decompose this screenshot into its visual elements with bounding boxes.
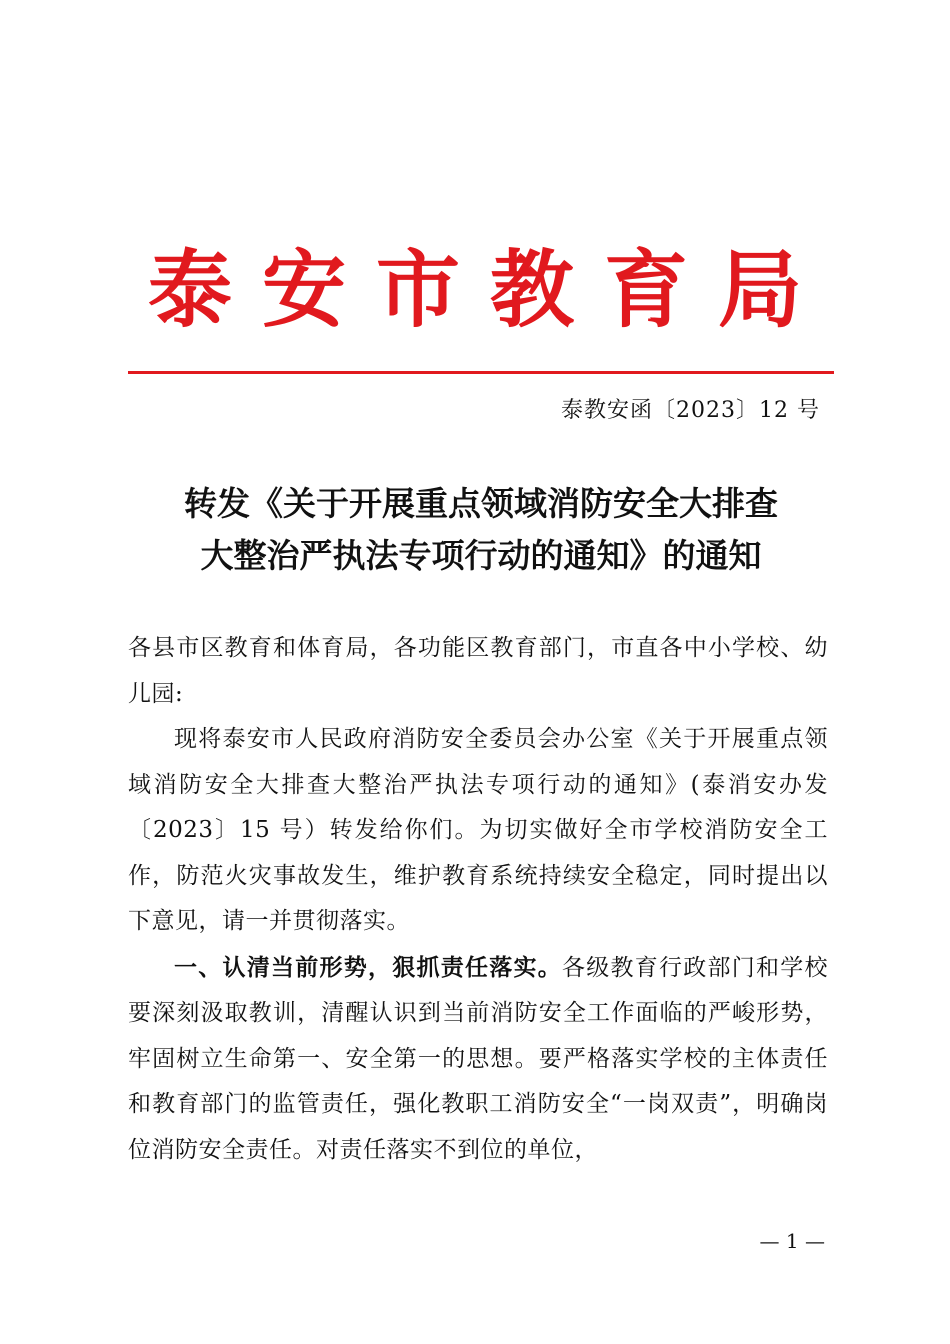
- paragraph-intro: 现将泰安市人民政府消防安全委员会办公室《关于开展重点领域消防安全大排查大整治严执法专项行动的通知》(泰消安办发〔2023〕15 号）转发给你们。为切实做好全市学校消防安全工作，防范火灾事故发生，维护教育系统持续安全稳定，同时提出以下意见，请一并贯彻落实。: [128, 726, 828, 934]
- salutation: 各县市区教育和体育局，各功能区教育部门，市直各中小学校、幼儿园:: [128, 635, 828, 707]
- document-body: [128, 626, 828, 1173]
- document-number: 泰教安函〔2023〕12 号: [561, 398, 820, 423]
- masthead-title: 泰安市教育局: [147, 240, 832, 339]
- section-1-text: 各级教育行政部门和学校要深刻汲取教训，清醒认识到当前消防安全工作面临的严峻形势，牢固树立生命第一、安全第一的思想。要严格落实学校的主体责任和教育部门的监管责任，强化教职工消防安全“一岗双责”，明确岗位消防安全责任。对责任落实不到位的单位，: [128, 954, 828, 1163]
- section-1-heading: 一、认清当前形势，狠抓责任落实。: [174, 953, 562, 981]
- document-title-line-1: 转发《关于开展重点领域消防安全大排查: [184, 484, 778, 523]
- document-title-line-2: 大整治严执法专项行动的通知》的通知: [200, 536, 762, 575]
- document-title: [128, 478, 834, 582]
- page-number: — 1 —: [759, 1229, 825, 1253]
- paragraph-section-1: [128, 945, 828, 1174]
- masthead-divider: [128, 371, 834, 374]
